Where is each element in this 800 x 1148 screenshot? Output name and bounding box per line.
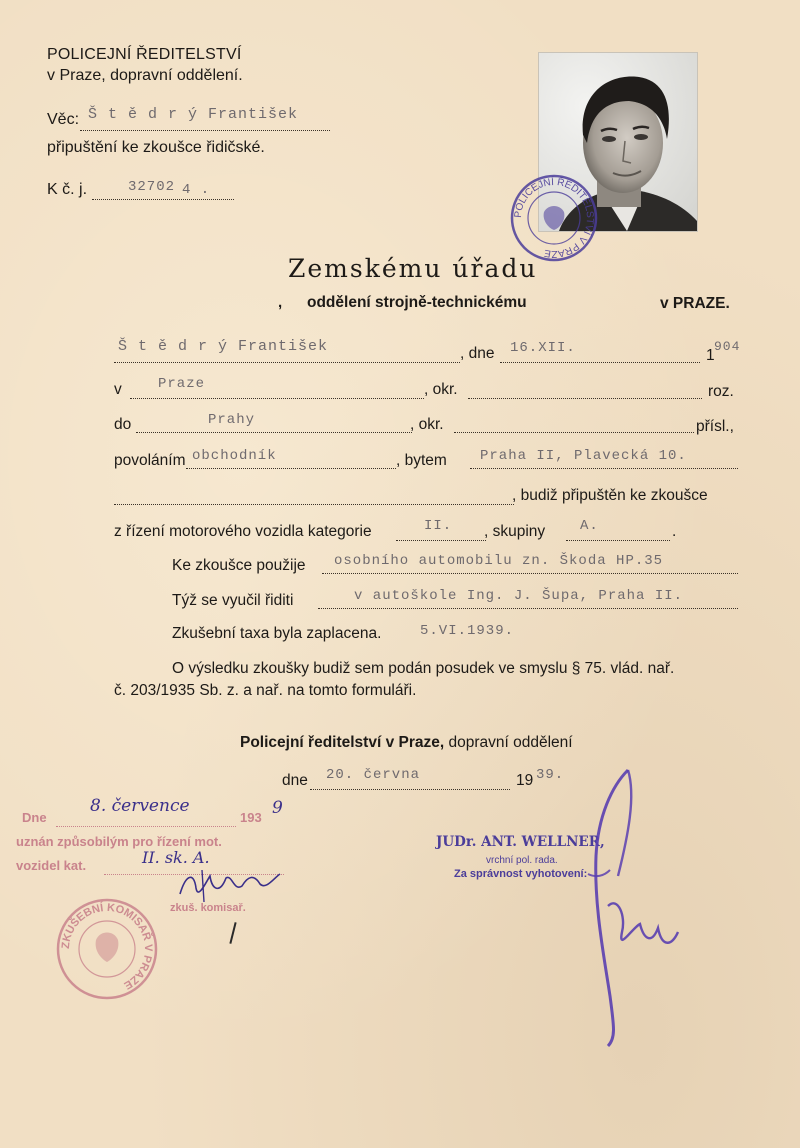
pripusteni-text: připuštění ke zkoušce řidičské. <box>47 139 265 156</box>
birth-year: 904 <box>714 339 741 354</box>
document-title: Zemskému úřadu <box>288 254 538 283</box>
footer-year: 39. <box>536 767 565 783</box>
kcj-dotted-line <box>92 199 234 200</box>
vyucil-label: Týž se vyučil řiditi <box>172 592 294 609</box>
official-rank: vrchní pol. rada. <box>486 855 558 866</box>
kcj-label: K č. j. <box>47 181 88 198</box>
blank-dotted-line <box>114 504 514 505</box>
birth-place: Praze <box>158 376 206 392</box>
exam-line3-label: vozidel kat. <box>16 858 87 873</box>
subtitle-department: oddělení strojně-technickému <box>307 294 527 311</box>
name-dotted-line <box>114 362 460 363</box>
dne-label: , dne <box>460 345 495 362</box>
vysledek-line1: O výsledku zkoušky budiž sem podán posudek ve smyslu § 75. vlád. nař. <box>172 660 675 677</box>
kategorie-value: II. <box>424 518 453 534</box>
roz-label: roz. <box>708 383 734 400</box>
footer-office-bold: Policejní ředitelství v Praze, <box>240 734 445 751</box>
okr-label: , okr. <box>424 381 458 398</box>
footer-date: 20. června <box>326 767 421 783</box>
subtitle-city: v PRAZE. <box>660 295 730 312</box>
footer-dne-label: dne <box>282 772 308 789</box>
applicant-name: Š t ě d r ý František <box>118 338 329 355</box>
exam-year-prefix: 193 <box>240 810 262 825</box>
okr2-dotted-line <box>454 432 694 433</box>
prisl-label: přísl., <box>696 418 734 435</box>
povolanim-label: povoláním <box>114 452 186 469</box>
footer-office-rest: dopravní oddělení <box>444 734 573 751</box>
vec-dotted-line <box>80 130 330 131</box>
bytem-dotted-line <box>470 468 738 469</box>
dne-dotted-line <box>500 362 700 363</box>
skupiny-value: A. <box>580 518 599 534</box>
exam-date: 8. července <box>90 796 190 816</box>
official-signature-icon <box>548 756 708 1056</box>
exam-dne-dotted-line <box>56 826 236 827</box>
exam-komisar: zkuš. komisař. <box>170 902 246 914</box>
police-seal-icon <box>508 172 600 264</box>
footer-year-prefix: 19 <box>516 772 534 789</box>
kategorie-label: z řízení motorového vozidla kategorie <box>114 523 372 540</box>
vec-value: Š t ě d r ý František <box>88 106 299 123</box>
kcj-value: 32702 <box>128 179 176 195</box>
title-dot: , <box>278 294 283 311</box>
skupiny-label: , skupiny <box>484 523 546 540</box>
header-department: v Praze, dopravní oddělení. <box>47 67 243 84</box>
pouzije-dotted-line <box>322 573 738 574</box>
footer-dne-dotted-line <box>310 789 510 790</box>
examiner-seal-icon <box>54 896 160 1002</box>
okr2-label: , okr. <box>410 416 444 433</box>
bytem-label: , bytem <box>396 452 447 469</box>
occupation: obchodník <box>192 448 277 464</box>
footer-office <box>240 734 573 752</box>
exam-line2: uznán způsobilým pro řízení mot. <box>16 834 222 849</box>
skupiny-period: . <box>672 523 677 540</box>
official-name: JUDr. ANT. WELLNER, <box>436 834 605 850</box>
vehicle: osobního automobilu zn. Škoda HP.35 <box>334 553 664 569</box>
skupiny-dotted-line <box>566 540 670 541</box>
pencil-mark <box>229 922 236 944</box>
do-dotted-line <box>136 432 412 433</box>
birth-date: 16.XII. <box>510 340 576 356</box>
taxa-date: 5.VI.1939. <box>420 623 515 639</box>
kcj-suffix: 4 . <box>182 182 211 198</box>
vysledek-line2: č. 203/1935 Sb. z. a nař. na tomto formuláři. <box>114 682 417 699</box>
driving-school: v autoškole Ing. J. Šupa, Praha II. <box>354 588 684 604</box>
vec-label: Věc: <box>47 111 80 128</box>
examiner-seal-text: ZKUŠEBNÍ KOMISAŘ V PRAZE <box>59 901 155 992</box>
kategorie-dotted-line <box>396 540 486 541</box>
pripusten-text: , budiž připuštěn ke zkoušce <box>512 487 708 504</box>
v-label: v <box>114 381 122 398</box>
domicile: Prahy <box>208 412 256 428</box>
pouzije-label: Ke zkoušce použije <box>172 557 306 574</box>
exam-dne-label: Dne <box>22 810 47 825</box>
birth-year-prefix: 1 <box>706 347 715 364</box>
exam-year: 9 <box>272 798 283 818</box>
residence: Praha II, Plavecká 10. <box>480 448 687 464</box>
do-label: do <box>114 416 132 433</box>
official-correct: Za správnost vyhotovení: <box>454 868 588 880</box>
povolanim-dotted-line <box>186 468 396 469</box>
vyucil-dotted-line <box>318 608 738 609</box>
exam-line3-value: II. sk. A. <box>142 848 210 867</box>
examiner-signature-icon <box>176 864 286 904</box>
police-seal-text: POLICEJNÍ ŘEDITELSTVÍ V PRAZE <box>512 176 596 260</box>
header-office: POLICEJNÍ ŘEDITELSTVÍ <box>47 46 242 63</box>
v-dotted-line <box>130 398 424 399</box>
taxa-label: Zkušební taxa byla zaplacena. <box>172 625 382 642</box>
okr-dotted-line <box>468 398 702 399</box>
